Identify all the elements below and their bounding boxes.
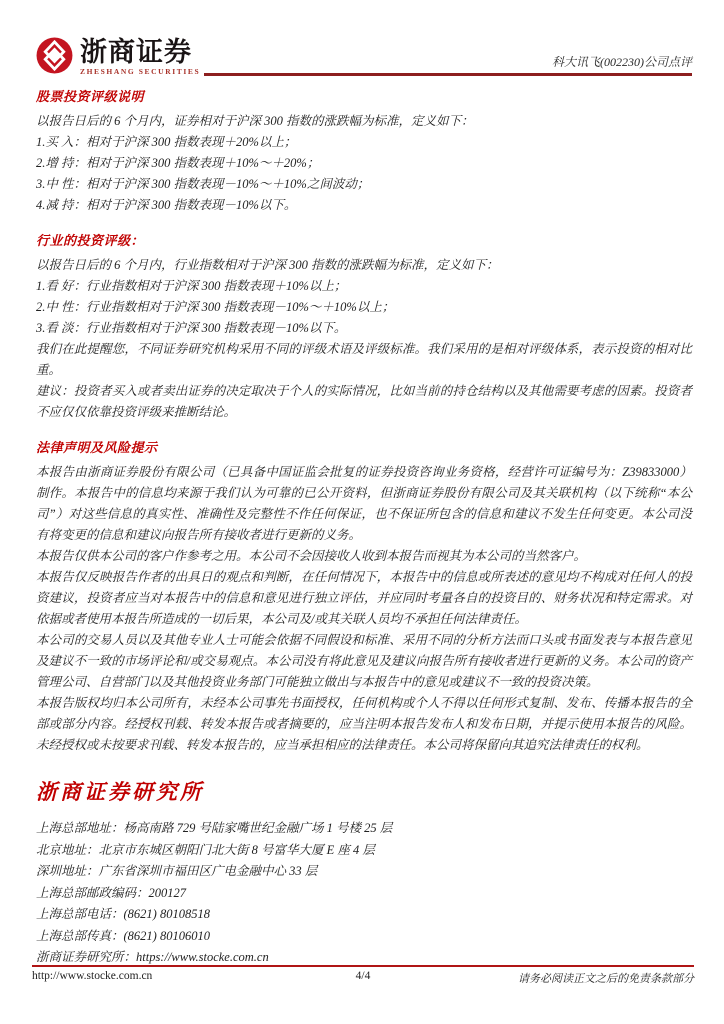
brand-block [36,37,200,76]
footer-disclaimer-note: 请务必阅读正文之后的免责条款部分 [518,973,695,985]
legal-paragraph-3: 本报告仅反映报告作者的出具日的观点和判断，在任何情况下，本报告中的信息或所表述的意见均不构成对任何人的投资建议，投资者应当对本报告中的信息和意见进行独立评估，并应同时考量各自的投资目的、财务状况和特定需求。对依据或者使用本报告所造成的一切后果，本公司及/或其关联人员均不承担任何法律责任。 [36,570,692,626]
rating-note-1: 我们在此提醒您，不同证券研究机构采用不同的评级术语及评级标准。我们采用的是相对评级体系，表示投资的相对比重。 [36,342,692,377]
footer-url-link[interactable]: http://www.stocke.com.cn [32,970,153,982]
industry-rating-list [36,276,692,339]
legal-paragraph-4: 本公司的交易人员以及其他专业人士可能会依据不同假设和标准、采用不同的分析方法而口头或书面发表与本报告意见及建议不一致的市场评论和/或交易观点。本公司没有将此意见及建议向报告所有接收者进行更新的义务。本公司的资产管理公司、自营部门以及其他投资业务部门可能独立做出与本报告中的意见或建议不一致的投资决策。 [36,633,692,689]
institute-shenzhen-address: 深圳地址：广东省深圳市福田区广电金融中心 33 层 [36,864,318,878]
institute-shanghai-address: 上海总部地址：杨高南路 729 号陆家嘴世纪金融广场 1 号楼 25 层 [36,821,393,835]
stock-rating-intro: 以报告日后的 6 个月内，证券相对于沪深 300 指数的涨跌幅为标准，定义如下： [36,114,474,128]
institute-title: 浙商证券研究所 [36,780,204,804]
industry-item-positive: 1.看 好：行业指数相对于沪深 300 指数表现＋10%以上； [36,279,347,293]
page-header [0,0,724,76]
stock-rating-list [36,132,692,216]
rating-item-buy: 1.买 入：相对于沪深 300 指数表现＋20%以上； [36,135,297,149]
institute-fax: 上海总部传真：(8621) 80106010 [36,928,210,943]
industry-rating-intro: 以报告日后的 6 个月内，行业指数相对于沪深 300 指数的涨跌幅为标准，定义如下： [36,258,499,272]
rating-item-underweight: 4.减 持：相对于沪深 300 指数表现－10%以下。 [36,198,297,212]
section-title-industry-rating: 行业的投资评级： [36,233,145,248]
section-title-stock-rating: 股票投资评级说明 [36,89,145,104]
brand-name-cn: 浙商证券 [80,37,192,67]
legal-paragraph-5: 本报告版权均归本公司所有，未经本公司事先书面授权，任何机构或个人不得以任何形式复制、发布、传播本报告的全部或部分内容。经授权刊载、转发本报告或者摘要的，应当注明本报告发布人和发布日期，并提示使用本报告的风险。未经授权或未按要求刊载、转发本报告的，应当承担相应的法律责任。本公司将保留向其追究法律责任的权利。 [36,696,692,752]
brand-name-en: ZHESHANG SECURITIES [80,67,201,76]
industry-item-negative: 3.看 淡：行业指数相对于沪深 300 指数表现－10%以下。 [36,321,347,335]
section-title-legal: 法律声明及风险提示 [36,440,158,455]
rating-item-overweight: 2.增 持：相对于沪深 300 指数表现＋10%～＋20%； [36,156,320,170]
legal-paragraph-2: 本报告仅供本公司的客户作参考之用。本公司不会因接收人收到本报告而视其为本公司的当然客户。 [36,549,587,563]
institute-website-link[interactable]: 浙商证券研究所：https://www.stocke.com.cn [36,950,269,964]
header-rule [204,36,692,76]
page-footer [32,965,694,986]
rating-item-neutral: 3.中 性：相对于沪深 300 指数表现－10%～＋10%之间波动； [36,177,370,191]
legal-paragraph-1: 本报告由浙商证券股份有限公司（已具备中国证监会批复的证券投资咨询业务资格，经营许可证编号为：Z39833000）制作。本报告中的信息均来源于我们认为可靠的已公开资料，但浙商证券股份有限公司及其关联机构（以下统称“本公司”）对这些信息的真实性、准确性及完整性不作任何保证，也不保证所包含的信息和建议不发生任何变更。本公司没有将变更的信息和建议向报告所有接收者进行更新的义务。 [36,465,692,542]
doc-title: 科大讯飞(002230)公司点评 [552,55,692,69]
institute-postcode: 上海总部邮政编码：200127 [36,885,187,900]
rating-note-2: 建议：投资者买入或者卖出证券的决定取决于个人的实际情况，比如当前的持仓结构以及其他需要考虑的因素。投资者不应仅仅依靠投资评级来推断结论。 [36,384,692,419]
institute-beijing-address: 北京地址：北京市东城区朝阳门北大街 8 号富华大厦 E 座 4 层 [36,842,375,857]
footer-page-number: 4/4 [355,970,371,982]
institute-contact-list [36,818,692,969]
page-content [0,86,724,969]
brand-text [80,37,200,76]
institute-phone: 上海总部电话：(8621) 80108518 [36,907,210,921]
industry-item-neutral: 2.中 性：行业指数相对于沪深 300 指数表现－10%～＋10%以上； [36,300,395,314]
zheshang-logo-icon [36,37,73,74]
